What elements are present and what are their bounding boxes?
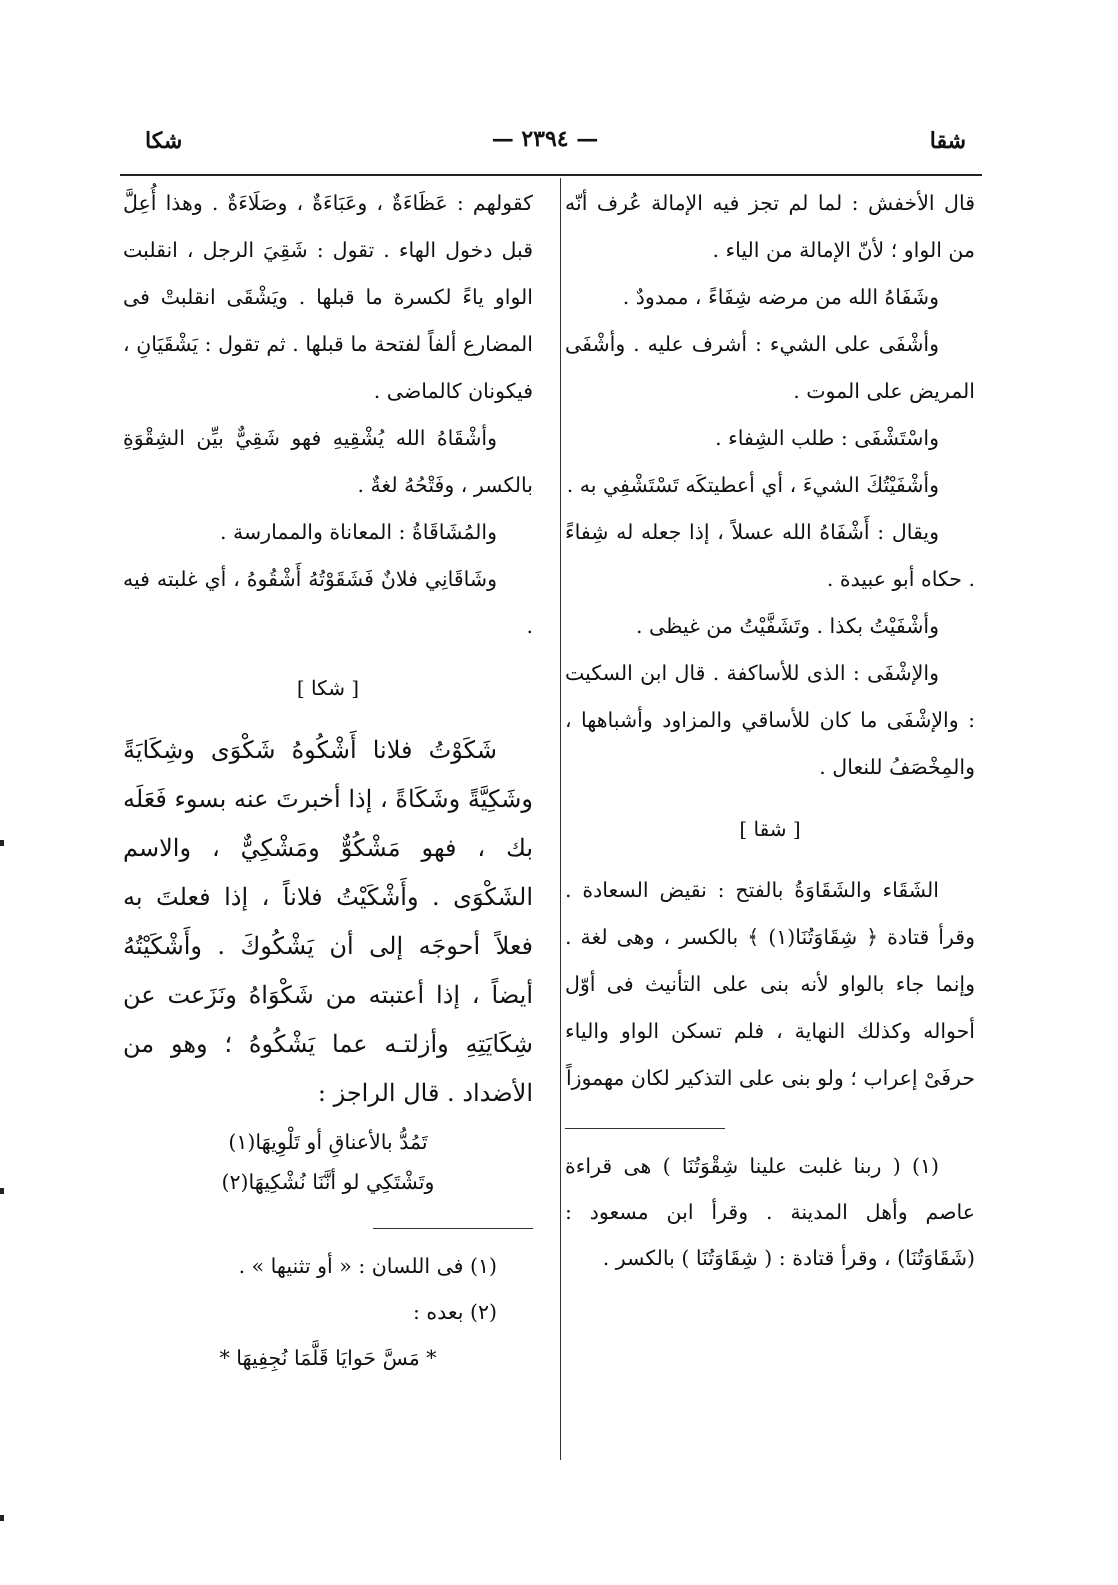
- paragraph: ويقال : أَشْفَاهُ الله عسلاً ، إذا جعله له شِفاءً . حكاه أبو عبيدة .: [565, 520, 975, 591]
- section-title-shaka: [ شكا ]: [296, 676, 360, 700]
- paragraph: والمُشَاقَاةُ : المعاناة والممارسة .: [220, 520, 497, 544]
- footnotes: [565, 1143, 975, 1281]
- footnote: (١) ( ربنا غلبت علينا شِقْوَتُنَا ) هى قراءة عاصم وأهل المدينة . وقرأ ابن مسعود : (شَقَاوَتُنَا) ، وقرأ قتادة : ( شِقَاوَتُنَا ) بالكسر .: [565, 1154, 975, 1270]
- paragraph: وشَفَاهُ الله من مرضه شِفَاءً ، ممدودٌ .: [622, 285, 939, 309]
- paragraph: وأشْفَى على الشيء : أشرف عليه . وأشْفَى المريض على الموت .: [565, 332, 975, 403]
- scan-mark: [0, 840, 4, 846]
- paragraph: وشَاقَانِي فلانٌ فَشَقَوْتُهُ أَشْقُوهُ ، أي غلبته فيه .: [123, 567, 533, 638]
- paragraph: كقولهم : عَظَاءَةٌ ، وعَبَاءَةٌ ، وصَلَاءَةٌ . وهذا أُعِلَّ قبل دخول الهاء . تقول : شَقِيَ الرجل ، انقلبت الواو ياءً لكسرة ما قبلها . ويَشْقَى انقلبتْ فى المضارع ألفاً لفتحة ما قبلها . ثم تقول : يَشْقَيَانِ ، فيكونان كالماضى .: [123, 191, 533, 403]
- paragraph: وأشْفَيْتُ بكذا . وتَشَفَّيْتُ من غيظى .: [635, 614, 939, 638]
- entry-paragraph: شَكَوْتُ فلانا أَشْكُوهُ شَكْوَى وشِكَايَةً وشَكِيَّةً وشَكَاةً ، إذا أخبرتَ عنه بسوء فَعَلَه بك ، فهو مَشْكُوٌّ ومَشْكِيٌّ ، والاسم الشَكْوَى . وأَشْكَيْتُ فلاناً ، إذا فعلتَ به فعلاً أحوجَه إلى أن يَشْكُوكَ . وأَشْكَيْتُهُ أيضاً ، إذا أعتبته من شَكْوَاهُ ونَزَعت عن شِكَايَتِهِ وأزلتـه عما يَشْكُوهُ ؛ وهو من الأضداد . قال الراجز :: [123, 736, 533, 1107]
- scan-mark: [0, 1515, 4, 1521]
- scan-mark: [0, 1188, 4, 1194]
- footnote: (٢) بعده :: [412, 1300, 497, 1324]
- footnote-verse: * مَسَّ حَوايَا قَلَّمَا نُجِفِيهَا *: [219, 1346, 437, 1370]
- verse-line: وتَشْتَكِي لو أنَّنَا نُشْكِيهَا(٢): [221, 1170, 435, 1194]
- footnote-rule: [373, 1228, 533, 1229]
- column-divider: [560, 178, 561, 1460]
- footnote: (١) فى اللسان : « أو تثنيها » .: [238, 1254, 497, 1278]
- paragraph: قال الأخفش : لما لم تجز فيه الإمالة عُرف أنّه من الواو ؛ لأنّ الإمالة من الياء .: [565, 191, 975, 262]
- header-rule: [120, 174, 982, 176]
- paragraph: وأشْقَاهُ الله يُشْقِيهِ فهو شَقِيٌّ بيِّن الشِقْوَةِ بالكسر ، وفَتْحُهُ لغةٌ .: [123, 426, 533, 497]
- paragraph: وأشْفَيْتُكَ الشيءَ ، أي أعطيتكَه تَسْتَشْفِي به .: [566, 473, 939, 497]
- footnote-rule: [565, 1128, 725, 1129]
- paragraph: والإشْفَى : الذى للأساكفة . قال ابن السكيت : والإشْفَى ما كان للأساقي والمزاود وأشباهها ، والمِخْصَفُ للنعال .: [565, 661, 975, 779]
- right-column: [565, 180, 975, 1281]
- page-number: — ٢٣٩٤ —: [491, 126, 599, 152]
- header-entry-left: شكا: [145, 128, 183, 154]
- left-column: [123, 180, 533, 1381]
- paragraph: الشَقَاء والشَقَاوَةُ بالفتح : نقيض السعادة . وقرأ قتادة ﴿ شِقَاوَتُنَا(١) ﴾ بالكسر ، وهى لغة . وإنما جاء بالواو لأنه بنى على التأنيث فى أوّل أحواله وكذلك النهاية ، فلم تسكن الواو والياء حرفَىْ إعراب ؛ ولو بنى على التذكير لكان مهموزاً: [565, 878, 975, 1090]
- paragraph: واسْتَشْفَى : طلب الشِفاء .: [715, 426, 939, 450]
- verse-line: تَمُدُّ بالأعناقِ أو تَلْوِيهَا(١): [228, 1130, 428, 1154]
- header-entry-right: شقا: [929, 128, 966, 154]
- section-title-shaqa: [ شقا ]: [739, 817, 801, 841]
- footnotes: [123, 1243, 533, 1381]
